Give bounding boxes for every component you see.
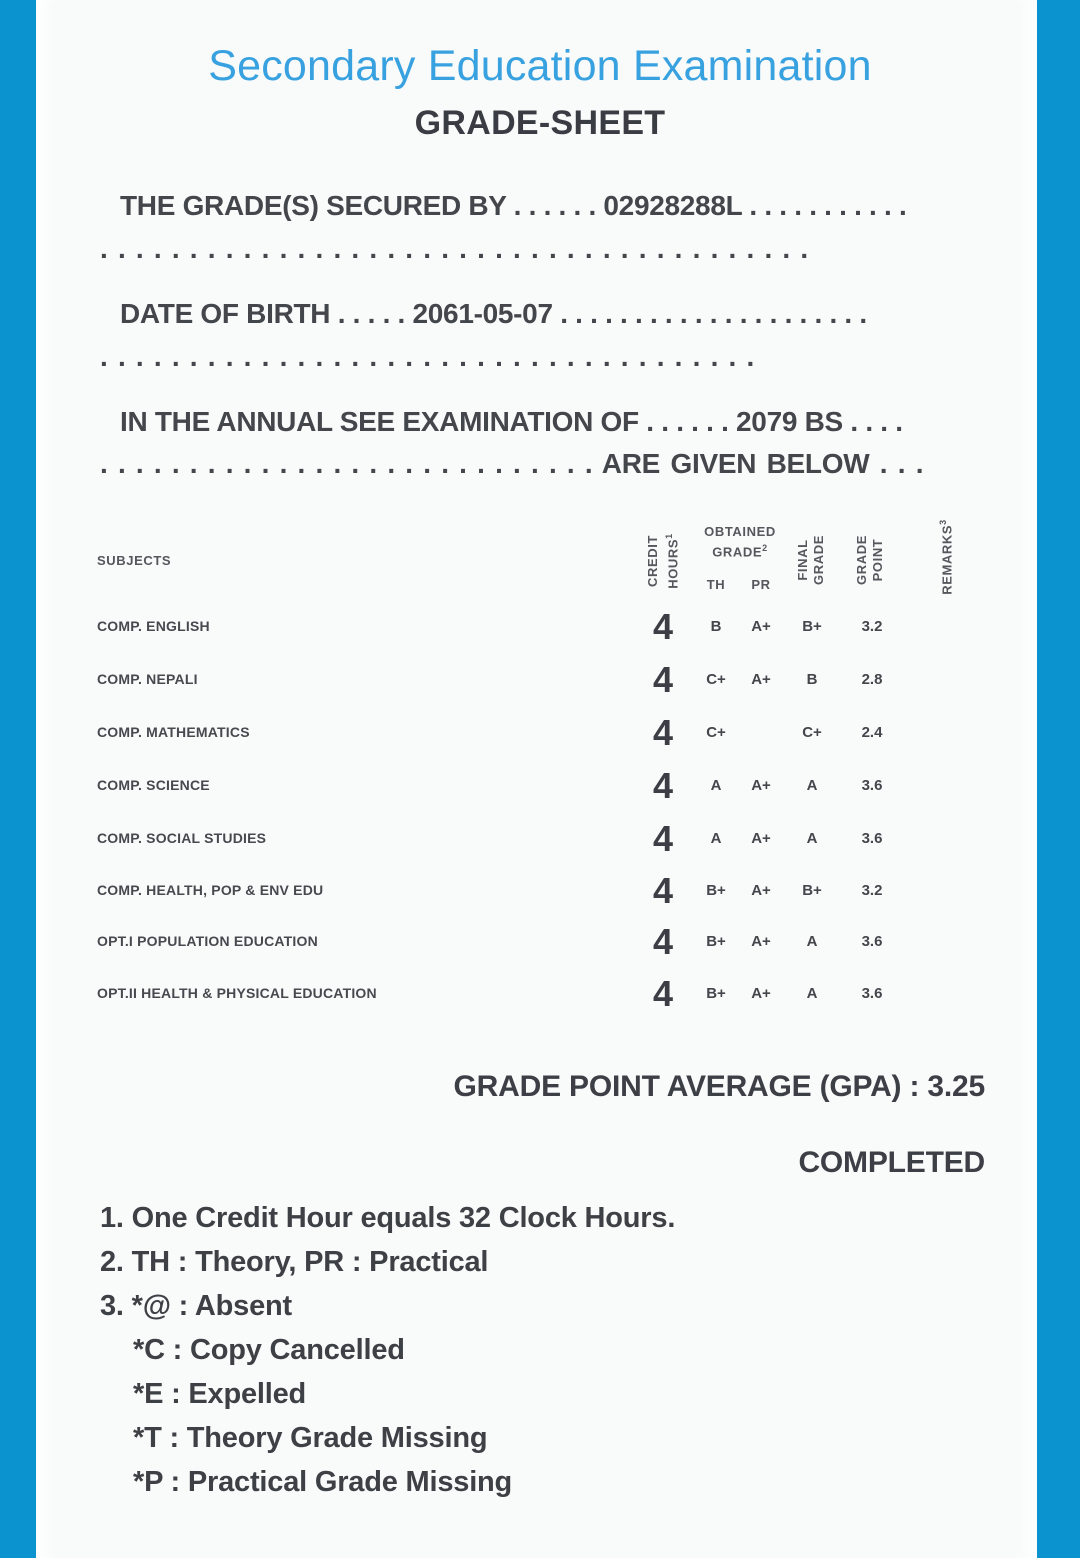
table-row: [0, 813, 1080, 866]
table-row: [0, 654, 1080, 707]
footnote-expelled: *E : Expelled: [133, 1378, 307, 1410]
credit-hours-line2: HOURS$^1$: [664, 533, 681, 589]
credit-hours-value: 4: [652, 870, 674, 911]
subject-name: COMP. NEPALI: [97, 671, 198, 687]
th-grade: B+: [706, 882, 726, 899]
footnote-credit-hour: 1. One Credit Hour equals 32 Clock Hours.: [100, 1202, 676, 1234]
column-header-subjects: SUBJECTS: [97, 553, 172, 568]
grade-point-line2: POINT: [870, 538, 885, 582]
column-header-obtained-grade: [690, 524, 790, 560]
pr-grade: A+: [751, 618, 771, 635]
exam-year-line: IN THE ANNUAL SEE EXAMINATION OF . . . . . . 2079 BS . . . .: [120, 406, 903, 437]
subject-name: COMP. SOCIAL STUDIES: [97, 830, 267, 846]
grade-point-value: 3.6: [861, 777, 883, 794]
grade-point-value: 3.2: [861, 618, 883, 635]
status-completed: COMPLETED: [798, 1146, 985, 1179]
secured-by-dots-line: . . . . . . . . . . . . . . . . . . . . . . . . . . . . . . . . . . . . . . . .: [100, 233, 808, 264]
th-grade: B+: [706, 933, 726, 950]
pr-grade: A+: [751, 933, 771, 950]
table-row: [0, 601, 1080, 654]
page-subtitle: GRADE-SHEET: [414, 104, 666, 142]
table-row: [0, 760, 1080, 813]
final-grade: A: [806, 830, 818, 847]
pr-grade: A+: [751, 777, 771, 794]
column-header-remarks: [935, 515, 953, 599]
page-title: Secondary Education Examination: [208, 42, 872, 90]
subject-name: OPT.I POPULATION EDUCATION: [97, 933, 318, 949]
gpa-line: GRADE POINT AVERAGE (GPA) : 3.25: [453, 1070, 985, 1103]
th-grade: B: [710, 618, 722, 635]
credit-hours-value: 4: [652, 921, 674, 962]
credit-hours-value: 4: [652, 712, 674, 753]
th-grade: B+: [706, 985, 726, 1002]
grade-point-value: 3.6: [861, 830, 883, 847]
footnote-practical-missing: *P : Practical Grade Missing: [133, 1466, 513, 1498]
th-grade: A: [710, 777, 722, 794]
footnote-theory-missing: *T : Theory Grade Missing: [133, 1422, 488, 1454]
grade-point-value: 3.6: [861, 933, 883, 950]
pr-grade: A+: [751, 671, 771, 688]
secured-by-line: THE GRADE(S) SECURED BY . . . . . . 02928288L . . . . . . . . . . .: [120, 190, 907, 221]
table-row: [0, 916, 1080, 969]
final-grade: A: [806, 777, 818, 794]
final-grade: C+: [802, 724, 822, 741]
obtained-grade-line1: OBTAINED: [704, 524, 776, 539]
grade-point-value: 3.6: [861, 985, 883, 1002]
column-header-grade-point: [854, 532, 888, 588]
remarks-label: REMARKS$^3$: [938, 519, 955, 595]
are-given-below-line: . . . . . . . . . . . . . . . . . . . . . . . . . . . . ARE GIVEN BELOW . . .: [100, 448, 924, 479]
footnote-copy-cancelled: *C : Copy Cancelled: [133, 1334, 405, 1366]
final-grade: A: [806, 985, 818, 1002]
credit-hours-value: 4: [652, 606, 674, 647]
column-header-credit-hours: [645, 524, 681, 598]
credit-hours-value: 4: [652, 973, 674, 1014]
credit-hours-value: 4: [652, 659, 674, 700]
th-grade: C+: [706, 671, 726, 688]
grade-point-line1: GRADE: [854, 535, 869, 585]
table-row: [0, 865, 1080, 918]
credit-hours-value: 4: [652, 818, 674, 859]
final-grade-line2: GRADE: [811, 535, 826, 585]
pr-grade: A+: [751, 882, 771, 899]
grade-point-value: 2.8: [861, 671, 883, 688]
footnotes: [100, 1196, 960, 1504]
footnote-absent: 3. *@ : Absent: [100, 1290, 292, 1322]
table-row: [0, 968, 1080, 1021]
final-grade-line1: FINAL: [795, 539, 810, 581]
date-of-birth-line: DATE OF BIRTH . . . . . 2061-05-07 . . . . . . . . . . . . . . . . . . . . .: [120, 298, 867, 329]
credit-hours-line1: CREDIT: [645, 535, 660, 587]
th-grade: C+: [706, 724, 726, 741]
final-grade: B: [806, 671, 818, 688]
final-grade: B+: [802, 882, 822, 899]
grade-point-value: 3.2: [861, 882, 883, 899]
column-header-pr: PR: [751, 577, 771, 592]
footnote-th-pr: 2. TH : Theory, PR : Practical: [100, 1246, 489, 1278]
date-of-birth-dots-line: . . . . . . . . . . . . . . . . . . . . . . . . . . . . . . . . . . . . .: [100, 341, 754, 372]
table-row: [0, 707, 1080, 760]
subject-name: OPT.II HEALTH & PHYSICAL EDUCATION: [97, 985, 377, 1001]
obtained-grade-line2: GRADE$^2$: [712, 543, 768, 560]
column-header-th: TH: [706, 577, 726, 592]
th-grade: A: [710, 830, 722, 847]
pr-grade: A+: [751, 985, 771, 1002]
subject-name: COMP. HEALTH, POP & ENV EDU: [97, 882, 324, 898]
final-grade: B+: [802, 618, 822, 635]
subject-name: COMP. SCIENCE: [97, 777, 210, 793]
grade-point-value: 2.4: [861, 724, 883, 741]
subject-name: COMP. MATHEMATICS: [97, 724, 250, 740]
subject-name: COMP. ENGLISH: [97, 618, 210, 634]
credit-hours-value: 4: [652, 765, 674, 806]
pr-grade: A+: [751, 830, 771, 847]
final-grade: A: [806, 933, 818, 950]
column-header-final-grade: [795, 532, 829, 588]
